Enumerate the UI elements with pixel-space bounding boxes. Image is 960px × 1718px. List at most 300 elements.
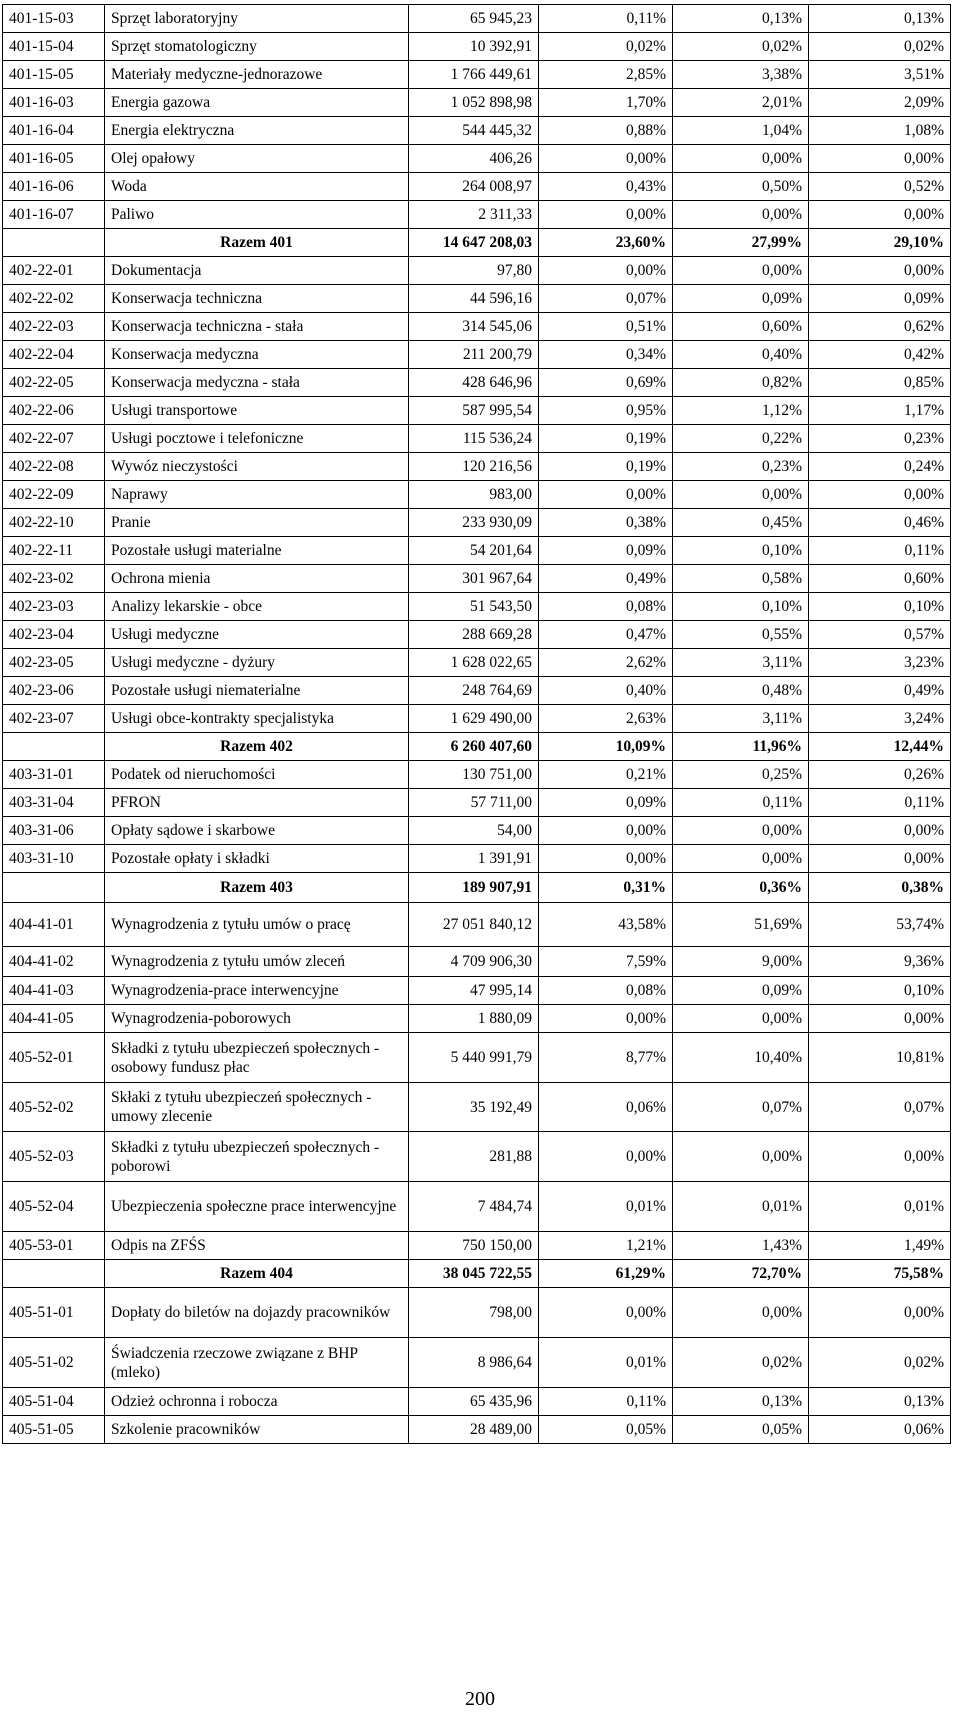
total-row: [3, 873, 951, 903]
amount: 65 435,96: [409, 1388, 539, 1416]
table-row: [3, 369, 951, 397]
share-3: 0,13%: [809, 1388, 951, 1416]
account-code: 402-23-03: [3, 593, 105, 621]
table-row: [3, 1182, 951, 1232]
account-code: 402-23-05: [3, 649, 105, 677]
page-number: 200: [465, 1688, 495, 1710]
share-2: 0,11%: [673, 789, 809, 817]
share-1: 0,00%: [539, 1005, 673, 1033]
cost-name: Olej opałowy: [105, 145, 409, 173]
account-code: 401-16-07: [3, 201, 105, 229]
share-1: 0,43%: [539, 173, 673, 201]
share-3: 0,46%: [809, 509, 951, 537]
account-code: 404-41-02: [3, 947, 105, 977]
share-1: 0,88%: [539, 117, 673, 145]
share-1: 2,85%: [539, 61, 673, 89]
account-code: 405-52-01: [3, 1033, 105, 1083]
cost-name: Składki z tytułu ubezpieczeń społecznych - poborowi: [105, 1132, 409, 1182]
table-row: [3, 201, 951, 229]
share-1: 0,49%: [539, 565, 673, 593]
share-3: 0,00%: [809, 845, 951, 873]
share-3: 3,24%: [809, 705, 951, 733]
cost-name: Sprzęt laboratoryjny: [105, 5, 409, 33]
account-code: 401-15-04: [3, 33, 105, 61]
account-code: 401-15-03: [3, 5, 105, 33]
share-2: 0,48%: [673, 677, 809, 705]
account-code: 402-23-07: [3, 705, 105, 733]
cost-name: Świadczenia rzeczowe związane z BHP (mleko): [105, 1338, 409, 1388]
share-2: 9,00%: [673, 947, 809, 977]
amount: 8 986,64: [409, 1338, 539, 1388]
account-code: 402-22-07: [3, 425, 105, 453]
table-row: [3, 397, 951, 425]
share-3: 2,09%: [809, 89, 951, 117]
share-1: 0,31%: [539, 873, 673, 903]
account-code: 403-31-10: [3, 845, 105, 873]
table-row: [3, 509, 951, 537]
amount: 1 629 490,00: [409, 705, 539, 733]
account-code: 405-52-04: [3, 1182, 105, 1232]
account-code: 402-22-03: [3, 313, 105, 341]
share-3: 0,11%: [809, 537, 951, 565]
share-1: 0,09%: [539, 537, 673, 565]
share-3: 0,01%: [809, 1182, 951, 1232]
account-code: 402-22-11: [3, 537, 105, 565]
share-3: 0,07%: [809, 1083, 951, 1132]
account-code: 404-41-05: [3, 1005, 105, 1033]
share-2: 0,13%: [673, 5, 809, 33]
share-3: 0,52%: [809, 173, 951, 201]
share-2: 0,00%: [673, 481, 809, 509]
amount: 264 008,97: [409, 173, 539, 201]
share-3: 3,51%: [809, 61, 951, 89]
share-2: 0,00%: [673, 817, 809, 845]
total-label: Razem 403: [105, 873, 409, 903]
share-3: 0,11%: [809, 789, 951, 817]
empty-cell: [3, 873, 105, 903]
amount: 314 545,06: [409, 313, 539, 341]
share-2: 0,36%: [673, 873, 809, 903]
cost-name: Składki z tytułu ubezpieczeń społecznych - osobowy fundusz płac: [105, 1033, 409, 1083]
share-2: 0,10%: [673, 537, 809, 565]
amount: 54,00: [409, 817, 539, 845]
share-3: 9,36%: [809, 947, 951, 977]
cost-table: [2, 4, 951, 1444]
share-1: 43,58%: [539, 903, 673, 947]
amount: 10 392,91: [409, 33, 539, 61]
table-row: [3, 817, 951, 845]
amount: 54 201,64: [409, 537, 539, 565]
share-3: 0,62%: [809, 313, 951, 341]
share-1: 1,70%: [539, 89, 673, 117]
share-1: 0,08%: [539, 593, 673, 621]
cost-name: Ubezpieczenia społeczne prace interwencyjne: [105, 1182, 409, 1232]
table-row: [3, 1288, 951, 1338]
share-1: 0,00%: [539, 481, 673, 509]
table-row: [3, 5, 951, 33]
amount: 47 995,14: [409, 977, 539, 1005]
share-2: 10,40%: [673, 1033, 809, 1083]
table-row: [3, 1083, 951, 1132]
table-row: [3, 789, 951, 817]
amount: 2 311,33: [409, 201, 539, 229]
table-row: [3, 621, 951, 649]
share-3: 0,24%: [809, 453, 951, 481]
share-2: 0,82%: [673, 369, 809, 397]
share-3: 0,49%: [809, 677, 951, 705]
table-row: [3, 481, 951, 509]
empty-cell: [3, 1260, 105, 1288]
cost-name: Szkolenie pracowników: [105, 1416, 409, 1444]
table-row: [3, 537, 951, 565]
share-3: 1,17%: [809, 397, 951, 425]
share-2: 0,50%: [673, 173, 809, 201]
cost-name: Energia gazowa: [105, 89, 409, 117]
share-1: 0,06%: [539, 1083, 673, 1132]
cost-name: PFRON: [105, 789, 409, 817]
cost-name: Usługi pocztowe i telefoniczne: [105, 425, 409, 453]
cost-name: Paliwo: [105, 201, 409, 229]
share-2: 0,05%: [673, 1416, 809, 1444]
share-1: 0,09%: [539, 789, 673, 817]
table-row: [3, 761, 951, 789]
share-3: 0,10%: [809, 977, 951, 1005]
share-3: 0,13%: [809, 5, 951, 33]
table-row: [3, 1033, 951, 1083]
amount: 44 596,16: [409, 285, 539, 313]
share-2: 0,25%: [673, 761, 809, 789]
share-1: 0,40%: [539, 677, 673, 705]
share-2: 0,10%: [673, 593, 809, 621]
table-row: [3, 173, 951, 201]
cost-name: Wywóz nieczystości: [105, 453, 409, 481]
share-1: 0,51%: [539, 313, 673, 341]
amount: 38 045 722,55: [409, 1260, 539, 1288]
total-row: [3, 1260, 951, 1288]
amount: 288 669,28: [409, 621, 539, 649]
share-1: 0,00%: [539, 145, 673, 173]
share-1: 0,69%: [539, 369, 673, 397]
share-3: 1,49%: [809, 1232, 951, 1260]
share-1: 0,19%: [539, 453, 673, 481]
cost-name: Naprawy: [105, 481, 409, 509]
share-1: 0,05%: [539, 1416, 673, 1444]
amount: 983,00: [409, 481, 539, 509]
share-2: 0,60%: [673, 313, 809, 341]
share-2: 0,09%: [673, 285, 809, 313]
amount: 1 880,09: [409, 1005, 539, 1033]
table-row: [3, 1232, 951, 1260]
share-2: 0,13%: [673, 1388, 809, 1416]
share-2: 0,00%: [673, 145, 809, 173]
amount: 301 967,64: [409, 565, 539, 593]
share-2: 3,11%: [673, 705, 809, 733]
amount: 428 646,96: [409, 369, 539, 397]
amount: 5 440 991,79: [409, 1033, 539, 1083]
share-1: 1,21%: [539, 1232, 673, 1260]
cost-name: Pranie: [105, 509, 409, 537]
account-code: 402-22-01: [3, 257, 105, 285]
share-3: 29,10%: [809, 229, 951, 257]
share-1: 0,00%: [539, 1288, 673, 1338]
table-row: [3, 947, 951, 977]
amount: 1 052 898,98: [409, 89, 539, 117]
table-row: [3, 977, 951, 1005]
share-1: 0,08%: [539, 977, 673, 1005]
amount: 189 907,91: [409, 873, 539, 903]
share-2: 0,00%: [673, 1288, 809, 1338]
share-2: 0,02%: [673, 1338, 809, 1388]
share-1: 10,09%: [539, 733, 673, 761]
cost-name: Dopłaty do biletów na dojazdy pracowników: [105, 1288, 409, 1338]
share-3: 0,00%: [809, 1132, 951, 1182]
table-row: [3, 257, 951, 285]
share-1: 8,77%: [539, 1033, 673, 1083]
cost-name: Konserwacja medyczna - stała: [105, 369, 409, 397]
share-3: 0,06%: [809, 1416, 951, 1444]
account-code: 402-22-10: [3, 509, 105, 537]
share-2: 27,99%: [673, 229, 809, 257]
amount: 115 536,24: [409, 425, 539, 453]
share-2: 11,96%: [673, 733, 809, 761]
share-2: 0,09%: [673, 977, 809, 1005]
share-3: 0,00%: [809, 1005, 951, 1033]
cost-name: Skłaki z tytułu ubezpieczeń społecznych - umowy zlecenie: [105, 1083, 409, 1132]
cost-name: Odzież ochronna i robocza: [105, 1388, 409, 1416]
amount: 1 391,91: [409, 845, 539, 873]
share-2: 0,00%: [673, 1132, 809, 1182]
account-code: 402-22-09: [3, 481, 105, 509]
table-row: [3, 61, 951, 89]
account-code: 402-23-06: [3, 677, 105, 705]
share-3: 0,26%: [809, 761, 951, 789]
account-code: 404-41-03: [3, 977, 105, 1005]
account-code: 405-51-04: [3, 1388, 105, 1416]
share-3: 0,00%: [809, 817, 951, 845]
table-row: [3, 285, 951, 313]
total-label: Razem 401: [105, 229, 409, 257]
amount: 281,88: [409, 1132, 539, 1182]
table-row: [3, 903, 951, 947]
share-1: 0,21%: [539, 761, 673, 789]
cost-name: Sprzęt stomatologiczny: [105, 33, 409, 61]
share-2: 0,07%: [673, 1083, 809, 1132]
table-row: [3, 1338, 951, 1388]
table-row: [3, 117, 951, 145]
table-row: [3, 705, 951, 733]
account-code: 403-31-01: [3, 761, 105, 789]
share-3: 0,42%: [809, 341, 951, 369]
cost-name: Usługi obce-kontrakty specjalistyka: [105, 705, 409, 733]
amount: 544 445,32: [409, 117, 539, 145]
table-row: [3, 593, 951, 621]
share-1: 0,00%: [539, 201, 673, 229]
share-2: 1,12%: [673, 397, 809, 425]
cost-name: Materiały medyczne-jednorazowe: [105, 61, 409, 89]
share-3: 0,85%: [809, 369, 951, 397]
share-1: 2,63%: [539, 705, 673, 733]
table-row: [3, 453, 951, 481]
share-1: 61,29%: [539, 1260, 673, 1288]
share-3: 75,58%: [809, 1260, 951, 1288]
table-row: [3, 425, 951, 453]
amount: 51 543,50: [409, 593, 539, 621]
table-row: [3, 1005, 951, 1033]
share-3: 10,81%: [809, 1033, 951, 1083]
amount: 211 200,79: [409, 341, 539, 369]
account-code: 401-16-04: [3, 117, 105, 145]
share-3: 0,00%: [809, 201, 951, 229]
table-row: [3, 565, 951, 593]
amount: 798,00: [409, 1288, 539, 1338]
share-1: 0,00%: [539, 1132, 673, 1182]
account-code: 403-31-04: [3, 789, 105, 817]
amount: 406,26: [409, 145, 539, 173]
amount: 750 150,00: [409, 1232, 539, 1260]
share-2: 72,70%: [673, 1260, 809, 1288]
cost-name: Usługi medyczne - dyżury: [105, 649, 409, 677]
account-code: 405-52-03: [3, 1132, 105, 1182]
share-3: 53,74%: [809, 903, 951, 947]
share-3: 3,23%: [809, 649, 951, 677]
table-row: [3, 313, 951, 341]
account-code: 402-22-05: [3, 369, 105, 397]
share-2: 0,02%: [673, 33, 809, 61]
share-2: 0,00%: [673, 201, 809, 229]
share-1: 0,01%: [539, 1338, 673, 1388]
cost-name: Wynagrodzenia z tytułu umów zleceń: [105, 947, 409, 977]
amount: 28 489,00: [409, 1416, 539, 1444]
amount: 248 764,69: [409, 677, 539, 705]
account-code: 404-41-01: [3, 903, 105, 947]
share-3: 0,02%: [809, 33, 951, 61]
cost-name: Odpis na ZFŚS: [105, 1232, 409, 1260]
share-3: 0,60%: [809, 565, 951, 593]
account-code: 402-22-08: [3, 453, 105, 481]
account-code: 405-51-05: [3, 1416, 105, 1444]
share-2: 0,45%: [673, 509, 809, 537]
share-2: 0,40%: [673, 341, 809, 369]
share-3: 0,09%: [809, 285, 951, 313]
cost-name: Usługi transportowe: [105, 397, 409, 425]
account-code: 401-16-06: [3, 173, 105, 201]
total-label: Razem 404: [105, 1260, 409, 1288]
account-code: 405-52-02: [3, 1083, 105, 1132]
share-1: 0,11%: [539, 1388, 673, 1416]
total-row: [3, 733, 951, 761]
share-3: 0,02%: [809, 1338, 951, 1388]
table-row: [3, 89, 951, 117]
cost-name: Wynagrodzenia-poborowych: [105, 1005, 409, 1033]
empty-cell: [3, 733, 105, 761]
share-3: 0,00%: [809, 257, 951, 285]
share-1: 0,95%: [539, 397, 673, 425]
share-2: 0,58%: [673, 565, 809, 593]
cost-name: Woda: [105, 173, 409, 201]
amount: 97,80: [409, 257, 539, 285]
share-1: 0,00%: [539, 845, 673, 873]
share-2: 0,00%: [673, 257, 809, 285]
cost-name: Opłaty sądowe i skarbowe: [105, 817, 409, 845]
cost-name: Wynagrodzenia-prace interwencyjne: [105, 977, 409, 1005]
share-2: 2,01%: [673, 89, 809, 117]
table-row: [3, 677, 951, 705]
account-code: 402-23-02: [3, 565, 105, 593]
table-row: [3, 33, 951, 61]
share-2: 0,55%: [673, 621, 809, 649]
share-3: 0,57%: [809, 621, 951, 649]
cost-name: Pozostałe usługi niematerialne: [105, 677, 409, 705]
table-row: [3, 1388, 951, 1416]
share-2: 0,00%: [673, 1005, 809, 1033]
share-3: 0,38%: [809, 873, 951, 903]
share-1: 2,62%: [539, 649, 673, 677]
cost-name: Energia elektryczna: [105, 117, 409, 145]
share-1: 7,59%: [539, 947, 673, 977]
table-row: [3, 649, 951, 677]
account-code: 402-22-06: [3, 397, 105, 425]
cost-name: Ochrona mienia: [105, 565, 409, 593]
account-code: 401-16-05: [3, 145, 105, 173]
share-3: 12,44%: [809, 733, 951, 761]
cost-name: Analizy lekarskie - obce: [105, 593, 409, 621]
cost-name: Podatek od nieruchomości: [105, 761, 409, 789]
share-2: 3,11%: [673, 649, 809, 677]
amount: 587 995,54: [409, 397, 539, 425]
cost-name: Dokumentacja: [105, 257, 409, 285]
share-2: 0,22%: [673, 425, 809, 453]
share-2: 0,23%: [673, 453, 809, 481]
share-1: 0,38%: [539, 509, 673, 537]
account-code: 402-22-04: [3, 341, 105, 369]
share-1: 0,19%: [539, 425, 673, 453]
amount: 4 709 906,30: [409, 947, 539, 977]
share-1: 0,02%: [539, 33, 673, 61]
share-1: 0,07%: [539, 285, 673, 313]
account-code: 405-53-01: [3, 1232, 105, 1260]
total-label: Razem 402: [105, 733, 409, 761]
share-1: 0,00%: [539, 817, 673, 845]
table-row: [3, 1416, 951, 1444]
share-3: 0,00%: [809, 145, 951, 173]
amount: 65 945,23: [409, 5, 539, 33]
amount: 7 484,74: [409, 1182, 539, 1232]
share-3: 0,00%: [809, 1288, 951, 1338]
share-1: 0,00%: [539, 257, 673, 285]
table-row: [3, 341, 951, 369]
amount: 1 628 022,65: [409, 649, 539, 677]
account-code: 405-51-02: [3, 1338, 105, 1388]
account-code: 405-51-01: [3, 1288, 105, 1338]
share-1: 0,01%: [539, 1182, 673, 1232]
cost-name: Usługi medyczne: [105, 621, 409, 649]
table-row: [3, 145, 951, 173]
share-2: 0,01%: [673, 1182, 809, 1232]
share-3: 0,23%: [809, 425, 951, 453]
account-code: 401-15-05: [3, 61, 105, 89]
empty-cell: [3, 229, 105, 257]
share-2: 3,38%: [673, 61, 809, 89]
share-1: 23,60%: [539, 229, 673, 257]
account-code: 402-23-04: [3, 621, 105, 649]
share-3: 1,08%: [809, 117, 951, 145]
cost-name: Pozostałe opłaty i składki: [105, 845, 409, 873]
amount: 14 647 208,03: [409, 229, 539, 257]
total-row: [3, 229, 951, 257]
table-row: [3, 1132, 951, 1182]
amount: 233 930,09: [409, 509, 539, 537]
share-3: 0,10%: [809, 593, 951, 621]
